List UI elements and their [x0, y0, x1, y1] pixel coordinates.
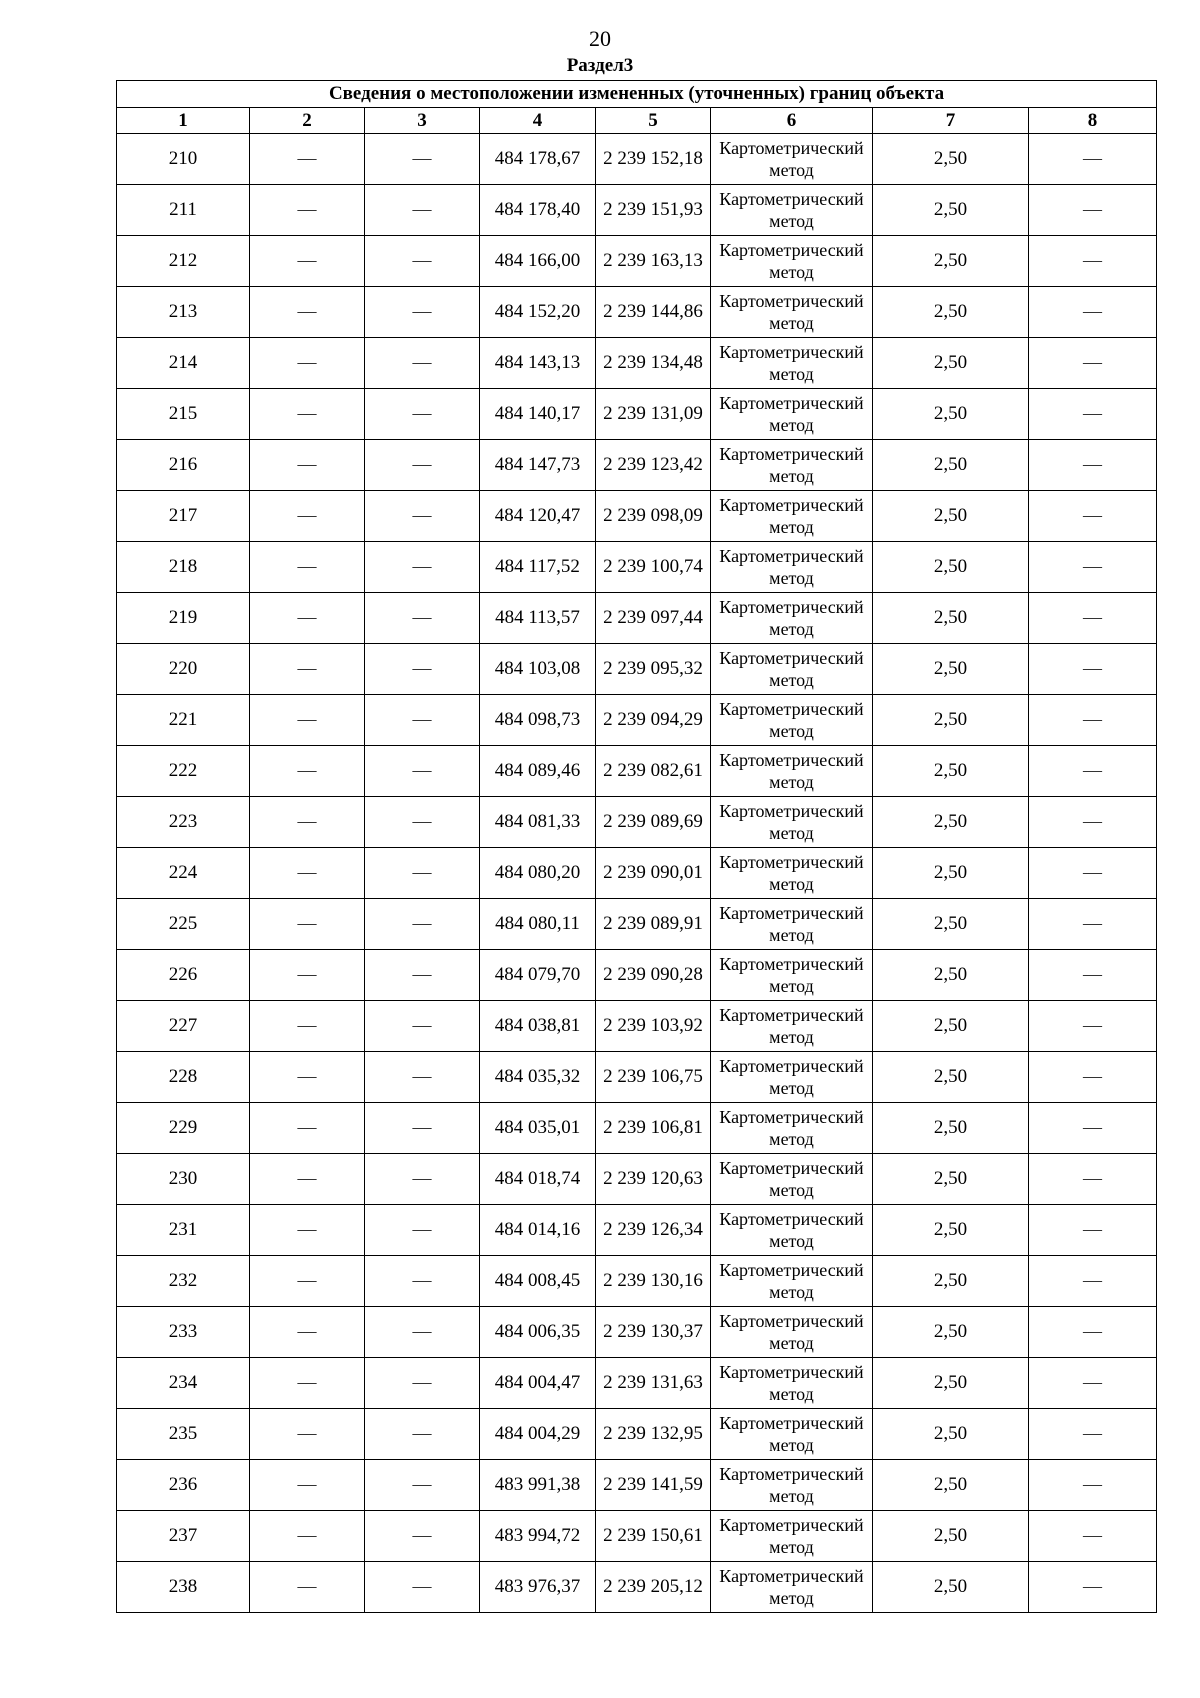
dash-cell: — — [365, 542, 480, 593]
x-coordinate-cell: 484 004,47 — [480, 1358, 596, 1409]
x-coordinate-cell: 484 038,81 — [480, 1001, 596, 1052]
accuracy-cell: 2,50 — [873, 542, 1029, 593]
y-coordinate-cell: 2 239 152,18 — [596, 134, 711, 185]
point-number-cell: 225 — [117, 899, 250, 950]
x-coordinate-cell: 484 103,08 — [480, 644, 596, 695]
x-coordinate-cell: 484 089,46 — [480, 746, 596, 797]
method-cell: Картометрический метод — [711, 644, 873, 695]
y-coordinate-cell: 2 239 082,61 — [596, 746, 711, 797]
table-row — [117, 797, 1157, 848]
dash-cell: — — [365, 797, 480, 848]
accuracy-cell: 2,50 — [873, 746, 1029, 797]
method-cell: Картометрический метод — [711, 1052, 873, 1103]
accuracy-cell: 2,50 — [873, 848, 1029, 899]
accuracy-cell: 2,50 — [873, 644, 1029, 695]
dash-cell: — — [365, 593, 480, 644]
accuracy-cell: 2,50 — [873, 695, 1029, 746]
method-cell: Картометрический метод — [711, 287, 873, 338]
x-coordinate-cell: 483 991,38 — [480, 1460, 596, 1511]
x-coordinate-cell: 484 152,20 — [480, 287, 596, 338]
dash-cell: — — [1029, 389, 1157, 440]
table-row — [117, 644, 1157, 695]
table-row — [117, 1154, 1157, 1205]
dash-cell: — — [1029, 1256, 1157, 1307]
table-row — [117, 1307, 1157, 1358]
y-coordinate-cell: 2 239 098,09 — [596, 491, 711, 542]
point-number-cell: 217 — [117, 491, 250, 542]
y-coordinate-cell: 2 239 089,69 — [596, 797, 711, 848]
point-number-cell: 226 — [117, 950, 250, 1001]
point-number-cell: 212 — [117, 236, 250, 287]
y-coordinate-cell: 2 239 134,48 — [596, 338, 711, 389]
accuracy-cell: 2,50 — [873, 1154, 1029, 1205]
method-cell: Картометрический метод — [711, 134, 873, 185]
dash-cell: — — [1029, 1358, 1157, 1409]
method-cell: Картометрический метод — [711, 797, 873, 848]
y-coordinate-cell: 2 239 130,16 — [596, 1256, 711, 1307]
accuracy-cell: 2,50 — [873, 185, 1029, 236]
dash-cell: — — [250, 134, 365, 185]
dash-cell: — — [1029, 1001, 1157, 1052]
table-row — [117, 1205, 1157, 1256]
table-row — [117, 1562, 1157, 1613]
x-coordinate-cell: 484 014,16 — [480, 1205, 596, 1256]
method-cell: Картометрический метод — [711, 440, 873, 491]
point-number-cell: 211 — [117, 185, 250, 236]
accuracy-cell: 2,50 — [873, 797, 1029, 848]
dash-cell: — — [1029, 440, 1157, 491]
dash-cell: — — [250, 848, 365, 899]
table-row — [117, 185, 1157, 236]
method-cell: Картометрический метод — [711, 491, 873, 542]
y-coordinate-cell: 2 239 132,95 — [596, 1409, 711, 1460]
accuracy-cell: 2,50 — [873, 440, 1029, 491]
dash-cell: — — [250, 1358, 365, 1409]
dash-cell: — — [250, 1205, 365, 1256]
dash-cell: — — [1029, 1511, 1157, 1562]
dash-cell: — — [250, 185, 365, 236]
table-caption: Сведения о местоположении измененных (уточненных) границ объекта — [117, 81, 1157, 108]
accuracy-cell: 2,50 — [873, 1358, 1029, 1409]
y-coordinate-cell: 2 239 131,63 — [596, 1358, 711, 1409]
dash-cell: — — [1029, 134, 1157, 185]
dash-cell: — — [250, 950, 365, 1001]
table-row — [117, 338, 1157, 389]
dash-cell: — — [1029, 1562, 1157, 1613]
dash-cell: — — [250, 644, 365, 695]
dash-cell: — — [365, 1256, 480, 1307]
dash-cell: — — [365, 236, 480, 287]
dash-cell: — — [250, 1511, 365, 1562]
method-cell: Картометрический метод — [711, 746, 873, 797]
dash-cell: — — [1029, 797, 1157, 848]
dash-cell: — — [365, 440, 480, 491]
point-number-cell: 237 — [117, 1511, 250, 1562]
accuracy-cell: 2,50 — [873, 1052, 1029, 1103]
accuracy-cell: 2,50 — [873, 1307, 1029, 1358]
dash-cell: — — [250, 1103, 365, 1154]
dash-cell: — — [250, 1001, 365, 1052]
dash-cell: — — [1029, 1205, 1157, 1256]
point-number-cell: 229 — [117, 1103, 250, 1154]
dash-cell: — — [1029, 491, 1157, 542]
table-row — [117, 1460, 1157, 1511]
point-number-cell: 227 — [117, 1001, 250, 1052]
accuracy-cell: 2,50 — [873, 1205, 1029, 1256]
point-number-cell: 234 — [117, 1358, 250, 1409]
table-row — [117, 1358, 1157, 1409]
dash-cell: — — [250, 797, 365, 848]
dash-cell: — — [250, 1409, 365, 1460]
dash-cell: — — [1029, 236, 1157, 287]
x-coordinate-cell: 484 004,29 — [480, 1409, 596, 1460]
dash-cell: — — [250, 1460, 365, 1511]
dash-cell: — — [365, 491, 480, 542]
dash-cell: — — [1029, 695, 1157, 746]
table-row — [117, 950, 1157, 1001]
dash-cell: — — [1029, 1052, 1157, 1103]
dash-cell: — — [1029, 848, 1157, 899]
accuracy-cell: 2,50 — [873, 950, 1029, 1001]
x-coordinate-cell: 484 143,13 — [480, 338, 596, 389]
dash-cell: — — [1029, 593, 1157, 644]
point-number-cell: 214 — [117, 338, 250, 389]
x-coordinate-cell: 484 035,01 — [480, 1103, 596, 1154]
accuracy-cell: 2,50 — [873, 1511, 1029, 1562]
accuracy-cell: 2,50 — [873, 593, 1029, 644]
x-coordinate-cell: 484 098,73 — [480, 695, 596, 746]
dash-cell: — — [365, 1358, 480, 1409]
dash-cell: — — [250, 899, 365, 950]
table-row — [117, 1001, 1157, 1052]
column-number-2: 2 — [250, 108, 365, 134]
dash-cell: — — [250, 287, 365, 338]
dash-cell: — — [250, 542, 365, 593]
table-row — [117, 389, 1157, 440]
y-coordinate-cell: 2 239 144,86 — [596, 287, 711, 338]
accuracy-cell: 2,50 — [873, 899, 1029, 950]
point-number-cell: 216 — [117, 440, 250, 491]
x-coordinate-cell: 484 080,20 — [480, 848, 596, 899]
dash-cell: — — [1029, 542, 1157, 593]
method-cell: Картометрический метод — [711, 1460, 873, 1511]
x-coordinate-cell: 484 035,32 — [480, 1052, 596, 1103]
y-coordinate-cell: 2 239 103,92 — [596, 1001, 711, 1052]
point-number-cell: 224 — [117, 848, 250, 899]
dash-cell: — — [1029, 950, 1157, 1001]
x-coordinate-cell: 483 976,37 — [480, 1562, 596, 1613]
point-number-cell: 233 — [117, 1307, 250, 1358]
dash-cell: — — [365, 134, 480, 185]
point-number-cell: 213 — [117, 287, 250, 338]
dash-cell: — — [1029, 338, 1157, 389]
table-row — [117, 1052, 1157, 1103]
dash-cell: — — [250, 440, 365, 491]
table-row — [117, 440, 1157, 491]
accuracy-cell: 2,50 — [873, 1001, 1029, 1052]
method-cell: Картометрический метод — [711, 389, 873, 440]
dash-cell: — — [365, 644, 480, 695]
dash-cell: — — [250, 1154, 365, 1205]
point-number-cell: 215 — [117, 389, 250, 440]
table-row — [117, 746, 1157, 797]
point-number-cell: 230 — [117, 1154, 250, 1205]
y-coordinate-cell: 2 239 089,91 — [596, 899, 711, 950]
point-number-cell: 221 — [117, 695, 250, 746]
point-number-cell: 236 — [117, 1460, 250, 1511]
accuracy-cell: 2,50 — [873, 491, 1029, 542]
table-row — [117, 593, 1157, 644]
method-cell: Картометрический метод — [711, 899, 873, 950]
point-number-cell: 220 — [117, 644, 250, 695]
accuracy-cell: 2,50 — [873, 1460, 1029, 1511]
y-coordinate-cell: 2 239 150,61 — [596, 1511, 711, 1562]
y-coordinate-cell: 2 239 106,75 — [596, 1052, 711, 1103]
dash-cell: — — [365, 1511, 480, 1562]
dash-cell: — — [250, 746, 365, 797]
method-cell: Картометрический метод — [711, 593, 873, 644]
table-row — [117, 1103, 1157, 1154]
point-number-cell: 218 — [117, 542, 250, 593]
table-row — [117, 236, 1157, 287]
y-coordinate-cell: 2 239 090,01 — [596, 848, 711, 899]
x-coordinate-cell: 484 081,33 — [480, 797, 596, 848]
method-cell: Картометрический метод — [711, 695, 873, 746]
y-coordinate-cell: 2 239 131,09 — [596, 389, 711, 440]
y-coordinate-cell: 2 239 097,44 — [596, 593, 711, 644]
dash-cell: — — [250, 1052, 365, 1103]
dash-cell: — — [250, 491, 365, 542]
column-number-row — [117, 108, 1157, 134]
column-number-5: 5 — [596, 108, 711, 134]
dash-cell: — — [365, 950, 480, 1001]
y-coordinate-cell: 2 239 100,74 — [596, 542, 711, 593]
method-cell: Картометрический метод — [711, 1154, 873, 1205]
table-row — [117, 848, 1157, 899]
boundary-coordinates-table — [116, 80, 1157, 1613]
x-coordinate-cell: 484 178,40 — [480, 185, 596, 236]
dash-cell: — — [1029, 1154, 1157, 1205]
dash-cell: — — [365, 1460, 480, 1511]
dash-cell: — — [365, 185, 480, 236]
column-number-7: 7 — [873, 108, 1029, 134]
dash-cell: — — [365, 1103, 480, 1154]
dash-cell: — — [250, 236, 365, 287]
dash-cell: — — [1029, 185, 1157, 236]
dash-cell: — — [250, 695, 365, 746]
accuracy-cell: 2,50 — [873, 134, 1029, 185]
dash-cell: — — [365, 848, 480, 899]
x-coordinate-cell: 483 994,72 — [480, 1511, 596, 1562]
method-cell: Картометрический метод — [711, 1103, 873, 1154]
dash-cell: — — [1029, 287, 1157, 338]
column-number-8: 8 — [1029, 108, 1157, 134]
dash-cell: — — [365, 1307, 480, 1358]
point-number-cell: 223 — [117, 797, 250, 848]
y-coordinate-cell: 2 239 120,63 — [596, 1154, 711, 1205]
page-number: 20 — [589, 26, 611, 51]
table-row — [117, 1511, 1157, 1562]
point-number-cell: 219 — [117, 593, 250, 644]
x-coordinate-cell: 484 079,70 — [480, 950, 596, 1001]
accuracy-cell: 2,50 — [873, 236, 1029, 287]
x-coordinate-cell: 484 018,74 — [480, 1154, 596, 1205]
accuracy-cell: 2,50 — [873, 1562, 1029, 1613]
method-cell: Картометрический метод — [711, 1256, 873, 1307]
y-coordinate-cell: 2 239 205,12 — [596, 1562, 711, 1613]
dash-cell: — — [1029, 1409, 1157, 1460]
y-coordinate-cell: 2 239 106,81 — [596, 1103, 711, 1154]
table-row — [117, 287, 1157, 338]
dash-cell: — — [1029, 1307, 1157, 1358]
column-number-4: 4 — [480, 108, 596, 134]
accuracy-cell: 2,50 — [873, 1103, 1029, 1154]
section-title: Раздел3 — [566, 55, 634, 76]
dash-cell: — — [250, 1307, 365, 1358]
method-cell: Картометрический метод — [711, 338, 873, 389]
dash-cell: — — [365, 389, 480, 440]
y-coordinate-cell: 2 239 094,29 — [596, 695, 711, 746]
dash-cell: — — [365, 695, 480, 746]
dash-cell: — — [250, 338, 365, 389]
method-cell: Картометрический метод — [711, 950, 873, 1001]
y-coordinate-cell: 2 239 123,42 — [596, 440, 711, 491]
method-cell: Картометрический метод — [711, 1307, 873, 1358]
point-number-cell: 232 — [117, 1256, 250, 1307]
y-coordinate-cell: 2 239 151,93 — [596, 185, 711, 236]
dash-cell: — — [365, 1052, 480, 1103]
y-coordinate-cell: 2 239 130,37 — [596, 1307, 711, 1358]
dash-cell: — — [365, 1409, 480, 1460]
dash-cell: — — [365, 1154, 480, 1205]
accuracy-cell: 2,50 — [873, 338, 1029, 389]
dash-cell: — — [365, 287, 480, 338]
x-coordinate-cell: 484 113,57 — [480, 593, 596, 644]
point-number-cell: 210 — [117, 134, 250, 185]
table-body — [117, 134, 1157, 1613]
dash-cell: — — [1029, 746, 1157, 797]
column-number-1: 1 — [117, 108, 250, 134]
dash-cell: — — [365, 746, 480, 797]
accuracy-cell: 2,50 — [873, 287, 1029, 338]
method-cell: Картометрический метод — [711, 236, 873, 287]
method-cell: Картометрический метод — [711, 848, 873, 899]
method-cell: Картометрический метод — [711, 185, 873, 236]
table-row — [117, 899, 1157, 950]
column-number-6: 6 — [711, 108, 873, 134]
method-cell: Картометрический метод — [711, 1562, 873, 1613]
table-row — [117, 491, 1157, 542]
table-row — [117, 542, 1157, 593]
column-number-3: 3 — [365, 108, 480, 134]
method-cell: Картометрический метод — [711, 1358, 873, 1409]
dash-cell: — — [250, 1562, 365, 1613]
dash-cell: — — [1029, 899, 1157, 950]
y-coordinate-cell: 2 239 126,34 — [596, 1205, 711, 1256]
dash-cell: — — [365, 1001, 480, 1052]
y-coordinate-cell: 2 239 090,28 — [596, 950, 711, 1001]
method-cell: Картометрический метод — [711, 1001, 873, 1052]
accuracy-cell: 2,50 — [873, 389, 1029, 440]
point-number-cell: 222 — [117, 746, 250, 797]
method-cell: Картометрический метод — [711, 542, 873, 593]
x-coordinate-cell: 484 080,11 — [480, 899, 596, 950]
dash-cell: — — [250, 593, 365, 644]
point-number-cell: 228 — [117, 1052, 250, 1103]
x-coordinate-cell: 484 008,45 — [480, 1256, 596, 1307]
x-coordinate-cell: 484 147,73 — [480, 440, 596, 491]
x-coordinate-cell: 484 166,00 — [480, 236, 596, 287]
table-row — [117, 1409, 1157, 1460]
point-number-cell: 231 — [117, 1205, 250, 1256]
dash-cell: — — [365, 1562, 480, 1613]
dash-cell: — — [250, 1256, 365, 1307]
dash-cell: — — [1029, 1460, 1157, 1511]
table-row — [117, 1256, 1157, 1307]
method-cell: Картометрический метод — [711, 1205, 873, 1256]
x-coordinate-cell: 484 140,17 — [480, 389, 596, 440]
dash-cell: — — [250, 389, 365, 440]
point-number-cell: 238 — [117, 1562, 250, 1613]
dash-cell: — — [365, 338, 480, 389]
point-number-cell: 235 — [117, 1409, 250, 1460]
y-coordinate-cell: 2 239 141,59 — [596, 1460, 711, 1511]
dash-cell: — — [1029, 1103, 1157, 1154]
x-coordinate-cell: 484 006,35 — [480, 1307, 596, 1358]
table-row — [117, 134, 1157, 185]
dash-cell: — — [365, 1205, 480, 1256]
accuracy-cell: 2,50 — [873, 1256, 1029, 1307]
method-cell: Картометрический метод — [711, 1511, 873, 1562]
x-coordinate-cell: 484 120,47 — [480, 491, 596, 542]
x-coordinate-cell: 484 117,52 — [480, 542, 596, 593]
y-coordinate-cell: 2 239 095,32 — [596, 644, 711, 695]
dash-cell: — — [365, 899, 480, 950]
x-coordinate-cell: 484 178,67 — [480, 134, 596, 185]
y-coordinate-cell: 2 239 163,13 — [596, 236, 711, 287]
table-row — [117, 695, 1157, 746]
method-cell: Картометрический метод — [711, 1409, 873, 1460]
dash-cell: — — [1029, 644, 1157, 695]
accuracy-cell: 2,50 — [873, 1409, 1029, 1460]
